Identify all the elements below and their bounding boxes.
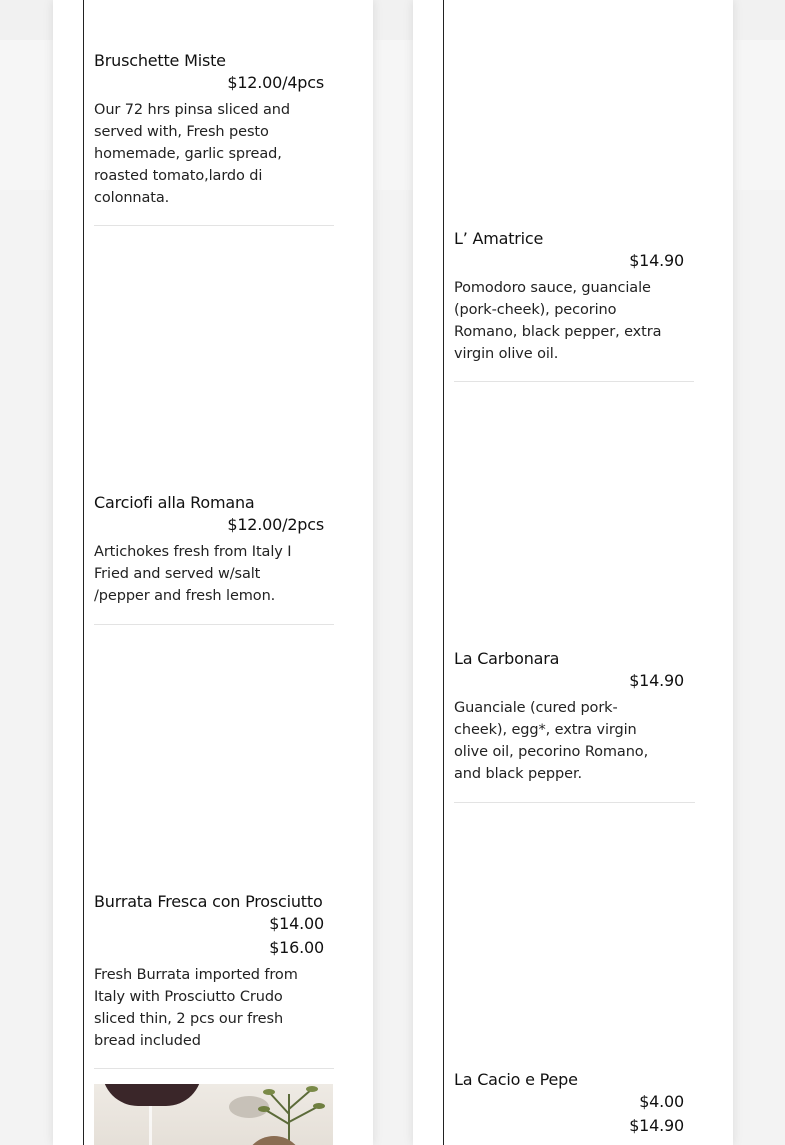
menu-column-right <box>413 0 733 1145</box>
menu-item-divider <box>94 624 334 625</box>
menu-item-name: La Carbonara <box>454 649 560 668</box>
menu-item-name: La Cacio e Pepe <box>454 1070 578 1089</box>
menu-item-divider <box>454 802 695 803</box>
menu-item-price: $12.00/4pcs <box>227 73 324 92</box>
menu-item-price: $14.90 <box>629 671 684 690</box>
wine-glass-stem-shape <box>149 1106 152 1145</box>
menu-item-name: Burrata Fresca con Prosciutto <box>94 892 323 911</box>
menu-item-description: Pomodoro sauce, guanciale (pork-cheek), pecorino Romano, black pepper, extra virgin olive oil. <box>454 280 662 362</box>
menu-item-divider <box>94 1068 334 1069</box>
column-rule <box>443 0 444 1145</box>
menu-item-price: $14.90 <box>629 251 684 270</box>
menu-item-price: $12.00/2pcs <box>227 515 324 534</box>
menu-item-price-alt: $16.00 <box>269 938 324 957</box>
plant-icon <box>244 1084 333 1144</box>
menu-item <box>454 229 694 365</box>
menu-item-name: Carciofi alla Romana <box>94 493 255 512</box>
menu-item <box>94 493 334 607</box>
menu-item-name: Bruschette Miste <box>94 51 226 70</box>
food-photo <box>94 1084 333 1145</box>
menu-item-description: Our 72 hrs pinsa sliced and served with, Fresh pesto homemade, garlic spread, roasted tomato,lardo di colonnata. <box>94 102 290 206</box>
menu-item <box>94 892 334 1052</box>
menu-item <box>454 649 694 785</box>
menu-item-price-alt: $14.90 <box>629 1116 684 1135</box>
menu-item <box>94 51 334 209</box>
menu-item-name: L’ Amatrice <box>454 229 544 248</box>
menu-item-description: Fresh Burrata imported from Italy with Prosciutto Crudo sliced thin, 2 pcs our fresh bread included <box>94 967 298 1049</box>
menu-item-description: Guanciale (cured pork-cheek), egg*, extra virgin olive oil, pecorino Romano, and black pepper. <box>454 700 649 782</box>
menu-item <box>454 1070 694 1138</box>
menu-item-price: $4.00 <box>639 1092 684 1111</box>
column-rule <box>83 0 84 1145</box>
menu-item-divider <box>94 225 334 226</box>
menu-item-price: $14.00 <box>269 914 324 933</box>
menu-item-description: Artichokes fresh from Italy I Fried and served w/salt /pepper and fresh lemon. <box>94 544 292 604</box>
menu-item-divider <box>454 381 694 382</box>
menu-column-left <box>53 0 373 1145</box>
wine-glass-shape <box>102 1084 202 1106</box>
